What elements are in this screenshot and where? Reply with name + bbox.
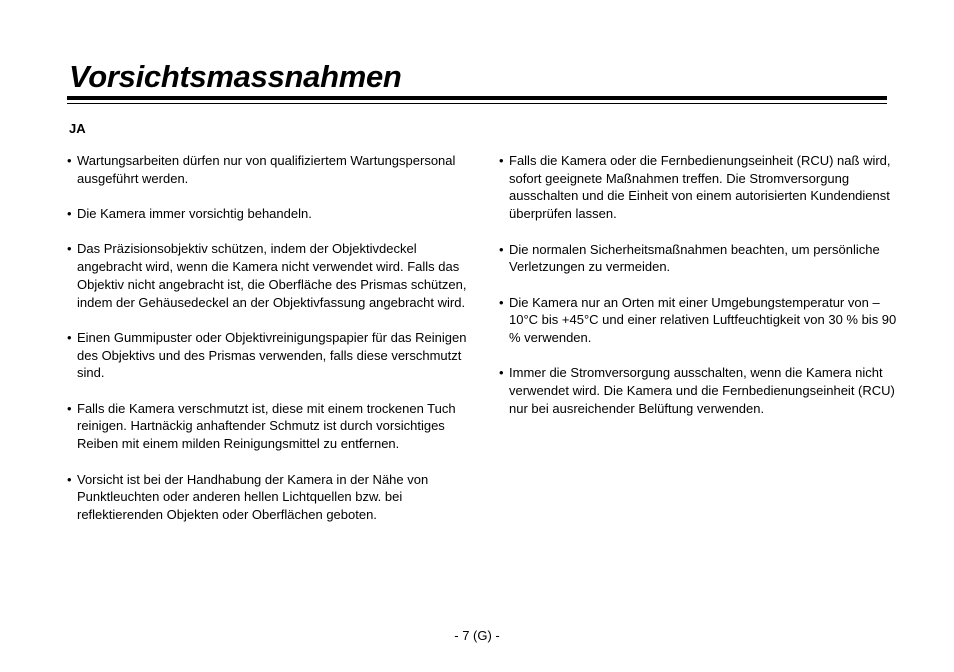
bullet-icon: • — [499, 241, 504, 257]
precaution-item — [499, 241, 899, 276]
bullet-icon: • — [67, 241, 72, 257]
section-code: JA — [69, 121, 86, 136]
precaution-item — [67, 240, 467, 311]
title-rule-thin — [67, 103, 887, 104]
precaution-item — [67, 152, 467, 187]
precaution-text: Vorsicht ist bei der Handhabung der Kamera in der Nähe von Punktleuchten oder anderen hellen Lichtquellen bzw. bei reflektierenden Objekten oder Oberflächen geboten. — [77, 471, 429, 522]
bullet-icon: • — [67, 329, 72, 345]
precaution-text: Wartungsarbeiten dürfen nur von qualifiziertem Wartungspersonal ausgeführt werden. — [77, 153, 456, 186]
precaution-item — [499, 364, 899, 417]
precaution-text: Falls die Kamera oder die Fernbedienungseinheit (RCU) naß wird, sofort geeignete Maßnahmen treffen. Die Stromversorgung ausschalten und die Einheit von einem autorisierten Kundendienst überprüfen lassen. — [509, 153, 891, 222]
bullet-icon: • — [67, 153, 72, 168]
bullet-icon: • — [67, 400, 72, 416]
precaution-text: Einen Gummipuster oder Objektivreinigungspapier für das Reinigen des Objektivs und des Prismas verwenden, falls diese verschmutzt sind. — [77, 329, 467, 381]
bullet-icon: • — [499, 365, 504, 381]
right-column — [499, 152, 899, 435]
precaution-text: Die Kamera nur an Orten mit einer Umgebungstemperatur von –10°C bis +45°C und einer relativen Luftfeuchtigkeit von 30 % bis 90 % verwenden. — [509, 294, 897, 345]
precaution-item — [67, 205, 467, 223]
precaution-list-right — [499, 152, 899, 418]
bullet-icon: • — [67, 206, 72, 222]
title-rule-thick — [67, 96, 887, 100]
precaution-item — [67, 471, 467, 524]
bullet-icon: • — [499, 294, 504, 310]
page-number: - 7 (G) - — [454, 628, 500, 643]
page-title: Vorsichtsmassnahmen — [69, 59, 402, 94]
bullet-icon: • — [67, 471, 72, 487]
precaution-item — [67, 400, 467, 453]
precaution-item — [499, 294, 899, 347]
bullet-icon: • — [499, 153, 504, 168]
precaution-text: Falls die Kamera verschmutzt ist, diese mit einem trockenen Tuch reinigen. Hartnäckig anhaftender Schmutz ist durch vorsichtiges Reiben mit einem milden Reinigungsmittel zu entfernen. — [77, 400, 456, 452]
precaution-text: Das Präzisionsobjektiv schützen, indem der Objektivdeckel angebracht wird, wenn die Kamera nicht verwendet wird. Falls das Objektiv nicht angebracht ist, die Oberfläche des Prismas schützen, indem der Gehäusedeckel an der Objektivfassung angebracht wird. — [77, 241, 467, 310]
left-column — [67, 152, 467, 541]
precaution-item — [499, 152, 899, 223]
precaution-list-left — [67, 152, 467, 524]
precaution-text: Die normalen Sicherheitsmaßnahmen beachten, um persönliche Verletzungen zu vermeiden. — [509, 241, 880, 275]
precaution-text: Immer die Stromversorgung ausschalten, wenn die Kamera nicht verwendet wird. Die Kamera und die Fernbedienungseinheit (RCU) nur bei ausreichender Belüftung verwenden. — [509, 365, 895, 416]
precaution-item — [67, 329, 467, 382]
precaution-text: Die Kamera immer vorsichtig behandeln. — [77, 206, 312, 222]
